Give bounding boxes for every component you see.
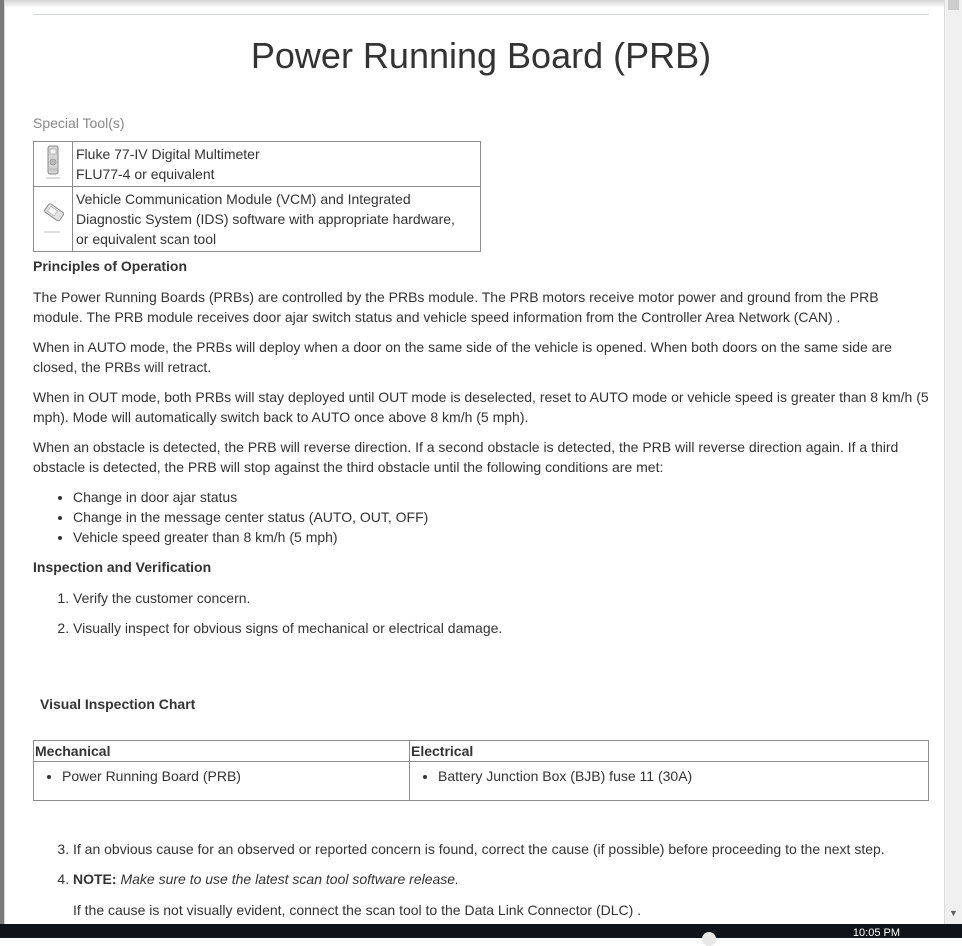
tool-line: FLU77-4 or equivalent (76, 166, 215, 182)
conditions-list (33, 487, 428, 547)
taskbar (0, 924, 962, 938)
principles-heading: Principles of Operation (33, 258, 188, 274)
special-tools-label: Special Tool(s) (33, 115, 125, 131)
scan-tool-icon (34, 187, 73, 252)
note-label: NOTE: (73, 871, 117, 887)
tool-description (73, 142, 481, 187)
visual-inspection-table (33, 740, 929, 801)
list-item: • Change in the message center status (AUTO, OUT, OFF) (73, 507, 428, 527)
list-item: 3. If an obvious cause for an observed or reported concern is found, correct the cause (if possible) before proceeding to the next step. (73, 839, 953, 859)
paragraph: When in OUT mode, both PRBs will stay deployed until OUT mode is deselected, reset to AUTO mode or vehicle speed is greater than 8 km/h (5 mph). Mode will automatically switch back to AUTO once above 8 km/h (5 mph). (33, 389, 929, 425)
multimeter-icon (34, 142, 73, 187)
list-item: • Battery Junction Box (BJB) fuse 11 (30A) (438, 766, 928, 786)
scroll-down-arrow-icon[interactable]: ▼ (949, 908, 958, 918)
window-left-inner-edge (4, 0, 5, 924)
table-row (34, 762, 929, 801)
table-cell (34, 762, 410, 801)
table-cell (410, 762, 929, 801)
inspection-steps (33, 588, 953, 648)
list-item: • Vehicle speed greater than 8 km/h (5 mph) (73, 527, 428, 547)
table-header-row (34, 741, 929, 762)
list-item: • Change in door ajar status (73, 487, 428, 507)
paragraph: When an obstacle is detected, the PRB will reverse direction. If a second obstacle is detected, the PRB will reverse direction again. If a third obstacle is detected, the PRB will stop against the third obstacle until the following conditions are met: (33, 439, 899, 475)
list-item (73, 869, 953, 920)
chart-title: Visual Inspection Chart (40, 696, 196, 712)
note-text: Make sure to use the latest scan tool software release. (120, 871, 459, 887)
tray-icon[interactable] (702, 932, 716, 946)
header-shadow (5, 0, 944, 8)
step-text: If the cause is not visually evident, connect the scan tool to the Data Link Connector (DLC) . (73, 902, 642, 918)
special-tools-table (33, 141, 481, 252)
column-header-mechanical: Mechanical (34, 741, 410, 762)
tool-line: Diagnostic System (IDS) software with appropriate hardware, (76, 211, 455, 227)
page-title: Power Running Board (PRB) (250, 35, 712, 76)
top-divider (33, 14, 929, 15)
inspection-heading: Inspection and Verification (33, 559, 212, 575)
inspection-steps-continued (33, 839, 953, 930)
column-header-electrical: Electrical (410, 741, 929, 762)
table-row (34, 142, 481, 187)
tool-description (73, 187, 481, 252)
tool-line: Vehicle Communication Module (VCM) and Integrated (76, 191, 411, 207)
paragraph: When in AUTO mode, the PRBs will deploy when a door on the same side of the vehicle is opened. When both doors on the same side are closed, the PRBs will retract. (33, 339, 892, 375)
tool-line: Fluke 77-IV Digital Multimeter (76, 146, 260, 162)
list-item: 1. Verify the customer concern. (73, 588, 953, 608)
list-item: • Power Running Board (PRB) (62, 766, 409, 786)
list-item: 2. Visually inspect for obvious signs of mechanical or electrical damage. (73, 618, 953, 638)
table-row (34, 187, 481, 252)
paragraph: The Power Running Boards (PRBs) are controlled by the PRBs module. The PRB motors receive motor power and ground from the PRB module. The PRB module receives door ajar switch status and vehicle speed information from the Controller Area Network (CAN) . (33, 289, 879, 325)
scrollbar-thumb[interactable] (948, 0, 959, 10)
tool-line: or equivalent scan tool (76, 231, 217, 247)
vertical-scrollbar[interactable] (944, 0, 962, 924)
taskbar-clock: 10:05 PM (852, 927, 900, 939)
